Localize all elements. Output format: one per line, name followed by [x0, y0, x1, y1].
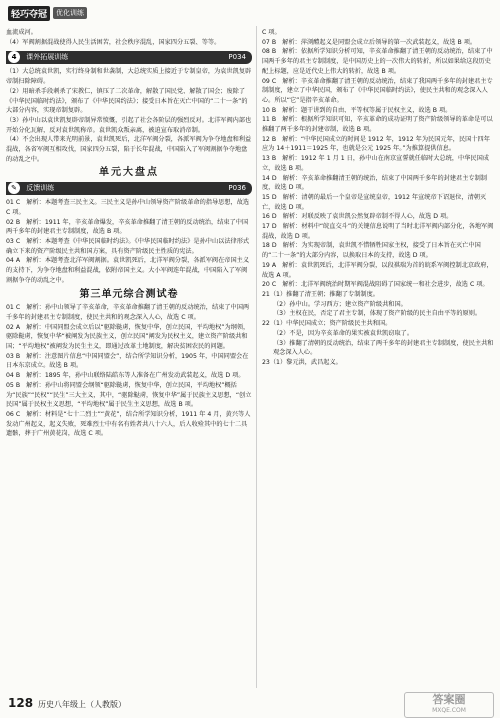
section-icon: ✎	[8, 182, 20, 194]
right-column	[262, 28, 494, 368]
watermark-text: 答案圈	[432, 693, 466, 706]
answer-line: 06 C 解析：材料是“七十二烈士”“黄花”，结合所学知识分析，1911 年 4 月，黄兴等人发动广州起义，起义失败，死难烈士中有名有姓者共八十六人，后人收殓其中的七十二具遗骸，葬于广州黄花岗，故选 C 项。	[6, 410, 251, 438]
answer-line: 03 C 解析：本题考查《中华民国临时约法》。《中华民国临时约法》是孙中山以法律形式确立下来的资产阶级民主共和国方案，具有资产阶级民主性质的宪法。	[6, 237, 250, 255]
watermark	[404, 692, 494, 718]
answer-line: （3）主权在民，否定了君主专制，体现了资产阶级的民主自由平等的原则。	[273, 310, 482, 318]
answer-line: 08 B 解析：依据所学知识分析可知，辛亥革命推翻了清王朝的反动统治，结束了中国两千多年的君主专制制度，是中国历史上的一次伟大的转折，所以如果给这段历史配上标题，应是近代史上伟大的转折，故选 B 项。	[262, 48, 493, 75]
brand-logo	[8, 5, 87, 21]
answer-line: 02 B 解析：1911 年，辛亥革命爆发，辛亥革命推翻了清王朝的反动统治，结束了中国两千多年的封建君主专制制度，故选 B 项。	[6, 218, 249, 236]
answer-line: （2）用暗杀手段刺杀了宋教仁，镇压了二次革命，解散了国民党、解散了国会；废除了《中华民国临时约法》，颁布了《中华民国约法》；接受日本旨在灭亡中国的“二十一条”的大部分内容，实现帝制复辟。	[6, 87, 248, 115]
answer-line: （3）推翻了清朝的反动统治，结束了两千多年的封建君主专制制度，使民主共和观念深入人心。	[273, 339, 494, 357]
answer-line: 19 A 解析：袁世凯死后，北洋军阀分裂，以段祺瑞为首的皖系军阀控制北京政府，故选 A 项。	[262, 261, 493, 279]
left-column	[6, 28, 252, 439]
answer-line: 12 B 解析：“中华民国成立的时间是 1912 年，1912 年为民国元年，民国十四年应为 14＋1911＝1925 年，也就是公元 1925 年。”为推算提供信息。	[262, 135, 490, 153]
answer-line: 01 C 解析：本题考查三民主义。三民主义是孙中山领导资产阶级革命的指导思想，故选 C 项。	[6, 199, 250, 216]
answer-line: 11 B 解析：根据所学知识可知，辛亥革命的成功证明了资产阶级领导的革命是可以推翻了两千多年的封建帝制，故选 B 项。	[262, 116, 493, 134]
answer-line: 10 B 解析：题干讲到的自由、平等权等属于民权主义，故选 B 项。	[262, 106, 452, 114]
section-code: P036	[228, 184, 246, 193]
answer-line: 20 C 解析：北洋军阀统治时期军阀混战阻碍了国家统一和社会进步，故选 C 项。	[262, 281, 489, 289]
section-number: 4	[8, 51, 20, 63]
page-number: 128	[8, 696, 34, 710]
answer-line: 15 D 解析：清朝的最后一个皇帝是宣统皇帝，1912 年宣统帝下诏退位，清朝灭亡，故选 D 项。	[262, 193, 487, 211]
page-header	[0, 0, 500, 26]
answer-line: （3）孙中山以袁世凯复辟帝制异常愤慨，引起了社会各阶层的强烈反对。北洋军阀内部也开始分化瓦解，反对袁世凯称帝。袁世凯众叛亲离，被迫宣布取消帝制。	[6, 116, 252, 134]
column-divider	[256, 26, 257, 688]
unit-title: 单元大盘点	[99, 167, 159, 179]
answer-line: 04 B 解析：1895 年，孙中山联络陆皓东等人准备在广州发动武装起义，故选 D 项。	[6, 372, 245, 380]
answer-line: 23（1）黎元洪，武昌起义。	[262, 358, 342, 366]
answer-line: 05 B 解析：孙中山将同盟会纲领“驱除鞑虏，恢复中华，创立民国，平均地权”概括为“民族”“民权”“民生”三大主义，其中，“驱除鞑虏，恢复中华”属于民族主义思想，“创立民国”属于民权主义思想，“平均地权”属于民生主义思想，故选 B 项。	[6, 381, 252, 409]
answer-line: 18 D 解析：为实现帝制，袁世凯不惜牺牲国家主权，接受了日本旨在灭亡中国的“二十一条”的大部分内容，以换取日本的支持，故选 D 项。	[262, 242, 481, 260]
logo-text: 轻巧夺冠	[8, 6, 50, 21]
book-title: 历史八年级上（人教版）	[38, 700, 126, 709]
answer-line: 16 D 解析：对联反映了袁世凯公然复辟帝制不得人心，故选 D 项。	[262, 213, 453, 221]
answer-line: （4）不会出现人带来光明前景，袁世凯死后，北洋军阀分裂，各派军阀为争夺地盘和利益混战，各省军阀互相攻伐，国家四分五裂，陷于长年混战，中国陷入了军阀割据争夺地盘的动乱之中。	[6, 136, 252, 163]
text-line: （4）军阀割据混战使得人民生活困苦，社会秩序混乱，国家四分五裂、等等。	[6, 38, 221, 46]
answer-line: 14 D 解析：辛亥革命推翻清王朝的统治，结束了中国两千多年的封建君主专制制度，故选 D 项。	[262, 174, 487, 192]
section-header-extension	[6, 51, 252, 64]
answer-line: 09 C 解析：辛亥革命推翻了清王朝的反动统治，结束了我国两千多年的封建君主专制制度，建立了中华民国，颁布了《中华民国临时约法》，使民主共和的观念深入人心。所以“它”是指辛亥革命。	[262, 77, 493, 104]
answer-line: 01 C 解析：孙中山领导了辛亥革命，辛亥革命推翻了清王朝的反动统治，结束了中国两千多年的封建君主专制制度，使民主共和的观念深入人心，故选 C 项。	[6, 304, 250, 321]
answer-line: 04 A 解析：本题考查北洋军阀割据。袁世凯死后，北洋军阀分裂，各派军阀在帝国主义的支持下，为争夺地盘和利益混战，依附帝国主义。大小军阀连年混战，中国陷入了军阀割据争夺的动乱之中。	[6, 257, 250, 284]
answer-line: 17 D 解析：材料中“皖直交斗”的关键信息说明了当时北洋军阀内部分化，各地军阀混战，故选 D 项。	[262, 223, 494, 240]
answer-line: 22（1）中华民国成立；资产阶级民主共和国。	[262, 320, 392, 328]
section-code: P034	[228, 53, 246, 62]
answer-line: 21（1）推翻了清王朝；推翻了专制制度。	[262, 290, 379, 298]
text-line: 血流成河。	[6, 29, 37, 36]
answer-line: （1）大总统袁世凯，实行终身制和世袭制，大总统实质上接近于专制皇帝，为袁世凯复辟帝制扫除障碍。	[6, 68, 252, 86]
watermark-sub: MXQE.COM	[432, 707, 466, 714]
answer-line: 02 A 解析：中国同盟会成立后以“驱除鞑虏，恢复中华，创立民国，平均地权”为纲领，驱除鞑虏，恢复中华“被阐发为民族主义，创立民国”阐发为民权主义，建立资产阶级共和国；“平均地权”被阐发为民生主义，即通过改革土地制度，解决贫困农民的问题。	[6, 323, 250, 350]
logo-subtitle: 优化训练	[53, 7, 87, 19]
section-header-feedback	[6, 182, 252, 195]
answer-line: 03 B 解析：注意图片信息“中国同盟会”，结合所学知识分析，1905 年，中国同盟会在日本东京成立。故选 B 项。	[6, 352, 249, 370]
answer-line: 13 B 解析：1912 年 1 月 1 日，孙中山在南京宣誓就任临时大总统，中华民国成立，故选 B 项。	[262, 155, 489, 172]
page-footer	[0, 692, 500, 718]
test-title: 第三单元综合测试卷	[79, 289, 179, 301]
answer-line: （2）孙中山。学习西方；建立资产阶级共和国。	[273, 300, 407, 308]
section-title: 课外拓展训练	[26, 53, 69, 62]
answer-line: 07 B 解析：萍浏醴起义是同盟会成立后领导的第一次武装起义，故选 B 项。	[262, 38, 477, 46]
answer-line: （2）不是，因为辛亥革命的果实被袁世凯窃取了。	[273, 329, 414, 337]
section-title: 反馈训练	[26, 184, 55, 193]
answer-line: C 项。	[262, 29, 281, 36]
